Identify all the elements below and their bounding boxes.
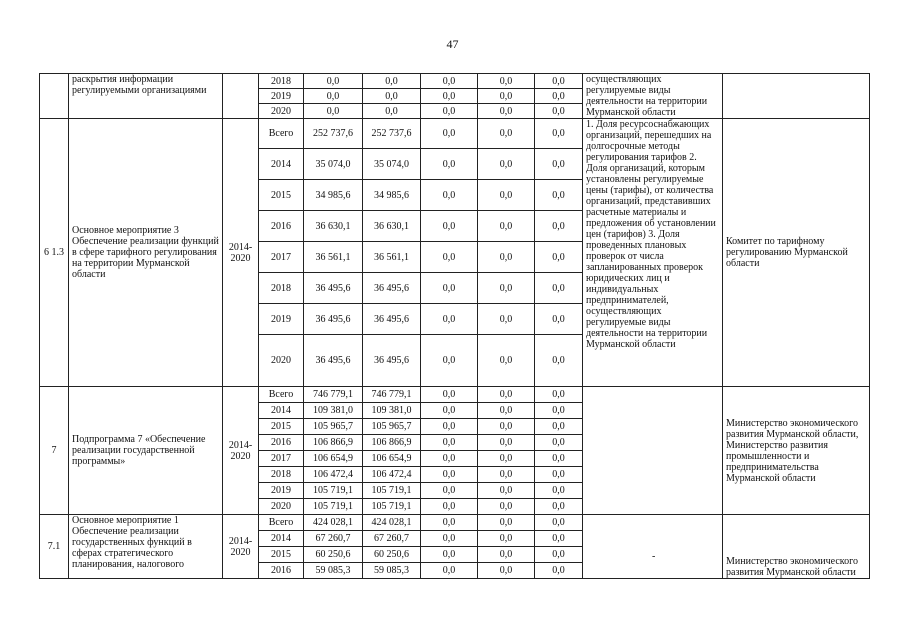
row-code: 6 1.3 bbox=[40, 119, 69, 387]
year-cell: 2016 bbox=[259, 211, 304, 242]
value-cell: 0,0 bbox=[363, 74, 421, 89]
value-cell: 106 654,9 bbox=[363, 451, 421, 467]
value-cell: 0,0 bbox=[478, 273, 535, 304]
value-cell: 0,0 bbox=[535, 451, 583, 467]
value-cell: 0,0 bbox=[421, 419, 478, 435]
value-cell: 0,0 bbox=[535, 563, 583, 579]
value-cell: 0,0 bbox=[478, 531, 535, 547]
value-cell: 0,0 bbox=[421, 499, 478, 515]
value-cell: 34 985,6 bbox=[304, 180, 363, 211]
responsible-executor: Министерство экономического развития Мурманской области bbox=[723, 515, 870, 579]
value-cell: 67 260,7 bbox=[363, 531, 421, 547]
value-cell: 105 965,7 bbox=[304, 419, 363, 435]
value-cell: 0,0 bbox=[478, 304, 535, 335]
year-cell: Всего bbox=[259, 119, 304, 149]
value-cell: 106 472,4 bbox=[363, 467, 421, 483]
year-cell: 2014 bbox=[259, 149, 304, 180]
value-cell: 0,0 bbox=[535, 304, 583, 335]
value-cell: 67 260,7 bbox=[304, 531, 363, 547]
value-cell: 0,0 bbox=[421, 89, 478, 104]
value-cell: 0,0 bbox=[421, 211, 478, 242]
value-cell: 0,0 bbox=[421, 531, 478, 547]
value-cell: 106 866,9 bbox=[304, 435, 363, 451]
value-cell: 0,0 bbox=[478, 119, 535, 149]
period: 2014-2020 bbox=[223, 515, 259, 579]
value-cell: 105 719,1 bbox=[363, 499, 421, 515]
value-cell: 0,0 bbox=[535, 467, 583, 483]
value-cell: 0,0 bbox=[421, 242, 478, 273]
value-cell: 0,0 bbox=[535, 74, 583, 89]
table-row bbox=[40, 74, 870, 89]
row-code: 7 bbox=[40, 387, 69, 515]
value-cell: 105 965,7 bbox=[363, 419, 421, 435]
value-cell: 36 495,6 bbox=[304, 335, 363, 387]
value-cell: 0,0 bbox=[421, 74, 478, 89]
value-cell: 0,0 bbox=[535, 387, 583, 403]
year-cell: Всего bbox=[259, 387, 304, 403]
row-code: 7.1 bbox=[40, 515, 69, 579]
value-cell: 109 381,0 bbox=[363, 403, 421, 419]
value-cell: 0,0 bbox=[478, 451, 535, 467]
year-cell: 2015 bbox=[259, 419, 304, 435]
responsible-executor bbox=[723, 74, 870, 119]
value-cell: 746 779,1 bbox=[304, 387, 363, 403]
program-budget-table bbox=[39, 73, 870, 579]
table-row bbox=[40, 119, 870, 149]
value-cell: 106 654,9 bbox=[304, 451, 363, 467]
value-cell: 0,0 bbox=[421, 304, 478, 335]
value-cell: 0,0 bbox=[478, 467, 535, 483]
value-cell: 0,0 bbox=[478, 387, 535, 403]
value-cell: 0,0 bbox=[478, 563, 535, 579]
period: 2014-2020 bbox=[223, 387, 259, 515]
value-cell: 0,0 bbox=[535, 435, 583, 451]
value-cell: 60 250,6 bbox=[363, 547, 421, 563]
indicators: осуществляющих регулируемые виды деятельности на территории Мурманской области bbox=[583, 74, 723, 119]
value-cell: 0,0 bbox=[421, 149, 478, 180]
responsible-executor: Комитет по тарифному регулированию Мурманской области bbox=[723, 119, 870, 387]
value-cell: 36 630,1 bbox=[304, 211, 363, 242]
value-cell: 0,0 bbox=[421, 515, 478, 531]
value-cell: 60 250,6 bbox=[304, 547, 363, 563]
value-cell: 0,0 bbox=[535, 273, 583, 304]
value-cell: 0,0 bbox=[535, 403, 583, 419]
value-cell: 36 630,1 bbox=[363, 211, 421, 242]
value-cell: 0,0 bbox=[535, 180, 583, 211]
value-cell: 0,0 bbox=[421, 451, 478, 467]
indicators bbox=[583, 515, 723, 579]
value-cell: 0,0 bbox=[535, 515, 583, 531]
value-cell: 0,0 bbox=[478, 104, 535, 119]
value-cell: 59 085,3 bbox=[304, 563, 363, 579]
value-cell: 424 028,1 bbox=[304, 515, 363, 531]
value-cell: 0,0 bbox=[478, 483, 535, 499]
value-cell: 59 085,3 bbox=[363, 563, 421, 579]
value-cell: 0,0 bbox=[421, 435, 478, 451]
value-cell: 0,0 bbox=[535, 483, 583, 499]
year-cell: 2020 bbox=[259, 104, 304, 119]
value-cell: 36 495,6 bbox=[363, 304, 421, 335]
value-cell: 36 495,6 bbox=[363, 335, 421, 387]
year-cell: 2019 bbox=[259, 304, 304, 335]
value-cell: 0,0 bbox=[535, 499, 583, 515]
value-cell: 0,0 bbox=[535, 89, 583, 104]
value-cell: 0,0 bbox=[478, 419, 535, 435]
year-cell: 2017 bbox=[259, 451, 304, 467]
indicators bbox=[583, 387, 723, 515]
value-cell: 0,0 bbox=[421, 180, 478, 211]
year-cell: 2015 bbox=[259, 547, 304, 563]
value-cell: 0,0 bbox=[478, 403, 535, 419]
value-cell: 746 779,1 bbox=[363, 387, 421, 403]
value-cell: 0,0 bbox=[421, 547, 478, 563]
activity-name: раскрытия информации регулируемыми организациями bbox=[69, 74, 223, 119]
value-cell: 0,0 bbox=[421, 273, 478, 304]
year-cell: 2018 bbox=[259, 467, 304, 483]
value-cell: 0,0 bbox=[421, 335, 478, 387]
value-cell: 34 985,6 bbox=[363, 180, 421, 211]
value-cell: 106 866,9 bbox=[363, 435, 421, 451]
value-cell: 109 381,0 bbox=[304, 403, 363, 419]
value-cell: 0,0 bbox=[478, 180, 535, 211]
period bbox=[223, 74, 259, 119]
value-cell: 252 737,6 bbox=[304, 119, 363, 149]
year-cell: 2020 bbox=[259, 335, 304, 387]
table-body bbox=[40, 74, 870, 579]
value-cell: 0,0 bbox=[421, 387, 478, 403]
value-cell: 36 561,1 bbox=[304, 242, 363, 273]
value-cell: 0,0 bbox=[535, 104, 583, 119]
value-cell: 0,0 bbox=[478, 74, 535, 89]
value-cell: 0,0 bbox=[478, 89, 535, 104]
value-cell: 0,0 bbox=[304, 74, 363, 89]
page-number: 47 bbox=[446, 37, 459, 51]
year-cell: 2019 bbox=[259, 483, 304, 499]
year-cell: 2016 bbox=[259, 563, 304, 579]
value-cell: 0,0 bbox=[304, 104, 363, 119]
indicator-dash: - bbox=[652, 551, 656, 562]
value-cell: 0,0 bbox=[535, 419, 583, 435]
responsible-executor: Министерство экономического развития Мурманской области, Министерство развития промышленности и предпринимательства Мурманской области bbox=[723, 387, 870, 515]
value-cell: 0,0 bbox=[478, 515, 535, 531]
value-cell: 0,0 bbox=[421, 467, 478, 483]
value-cell: 0,0 bbox=[421, 563, 478, 579]
year-cell: 2018 bbox=[259, 273, 304, 304]
value-cell: 105 719,1 bbox=[304, 483, 363, 499]
value-cell: 0,0 bbox=[535, 547, 583, 563]
value-cell: 0,0 bbox=[535, 335, 583, 387]
table-row bbox=[40, 387, 870, 403]
value-cell: 0,0 bbox=[421, 119, 478, 149]
year-cell: 2015 bbox=[259, 180, 304, 211]
value-cell: 36 495,6 bbox=[304, 273, 363, 304]
value-cell: 0,0 bbox=[535, 211, 583, 242]
activity-name: Основное мероприятие 3 Обеспечение реализации функций в сфере тарифного регулирования на территории Мурманской области bbox=[69, 119, 223, 387]
year-cell: 2016 bbox=[259, 435, 304, 451]
value-cell: 0,0 bbox=[535, 242, 583, 273]
value-cell: 424 028,1 bbox=[363, 515, 421, 531]
value-cell: 0,0 bbox=[421, 483, 478, 499]
value-cell: 0,0 bbox=[478, 335, 535, 387]
value-cell: 0,0 bbox=[478, 499, 535, 515]
activity-name: Основное мероприятие 1 Обеспечение реализации государственных функций в сферах стратегического планирования, налогового bbox=[69, 515, 223, 579]
value-cell: 0,0 bbox=[363, 104, 421, 119]
value-cell: 0,0 bbox=[535, 531, 583, 547]
value-cell: 0,0 bbox=[478, 547, 535, 563]
value-cell: 36 561,1 bbox=[363, 242, 421, 273]
year-cell: 2020 bbox=[259, 499, 304, 515]
value-cell: 0,0 bbox=[421, 104, 478, 119]
value-cell: 0,0 bbox=[421, 403, 478, 419]
year-cell: 2014 bbox=[259, 531, 304, 547]
value-cell: 0,0 bbox=[478, 149, 535, 180]
year-cell: Всего bbox=[259, 515, 304, 531]
value-cell: 36 495,6 bbox=[363, 273, 421, 304]
value-cell: 105 719,1 bbox=[363, 483, 421, 499]
value-cell: 0,0 bbox=[535, 119, 583, 149]
year-cell: 2014 bbox=[259, 403, 304, 419]
value-cell: 106 472,4 bbox=[304, 467, 363, 483]
year-cell: 2019 bbox=[259, 89, 304, 104]
value-cell: 35 074,0 bbox=[304, 149, 363, 180]
value-cell: 0,0 bbox=[478, 435, 535, 451]
year-cell: 2018 bbox=[259, 74, 304, 89]
value-cell: 0,0 bbox=[363, 89, 421, 104]
value-cell: 252 737,6 bbox=[363, 119, 421, 149]
activity-name: Подпрограмма 7 «Обеспечение реализации государственной программы» bbox=[69, 387, 223, 515]
value-cell: 0,0 bbox=[478, 211, 535, 242]
value-cell: 36 495,6 bbox=[304, 304, 363, 335]
row-code bbox=[40, 74, 69, 119]
value-cell: 0,0 bbox=[478, 242, 535, 273]
period: 2014-2020 bbox=[223, 119, 259, 387]
value-cell: 0,0 bbox=[535, 149, 583, 180]
value-cell: 105 719,1 bbox=[304, 499, 363, 515]
value-cell: 0,0 bbox=[304, 89, 363, 104]
value-cell: 35 074,0 bbox=[363, 149, 421, 180]
indicators: 1. Доля ресурсоснабжающих организаций, перешедших на долгосрочные методы регулирования тарифов 2. Доля организаций, которым установлены регулируемые цены (тарифы), от количества организаций, представивших расчетные материалы и предложения об установлении цен (тарифов) 3. Доля проведенных плановых проверок от числа запланированных проверок юридических лиц и индивидуальных предпринимателей, осуществляющих регулируемые виды деятельности на территории Мурманской области bbox=[583, 119, 723, 387]
table-row bbox=[40, 515, 870, 531]
year-cell: 2017 bbox=[259, 242, 304, 273]
